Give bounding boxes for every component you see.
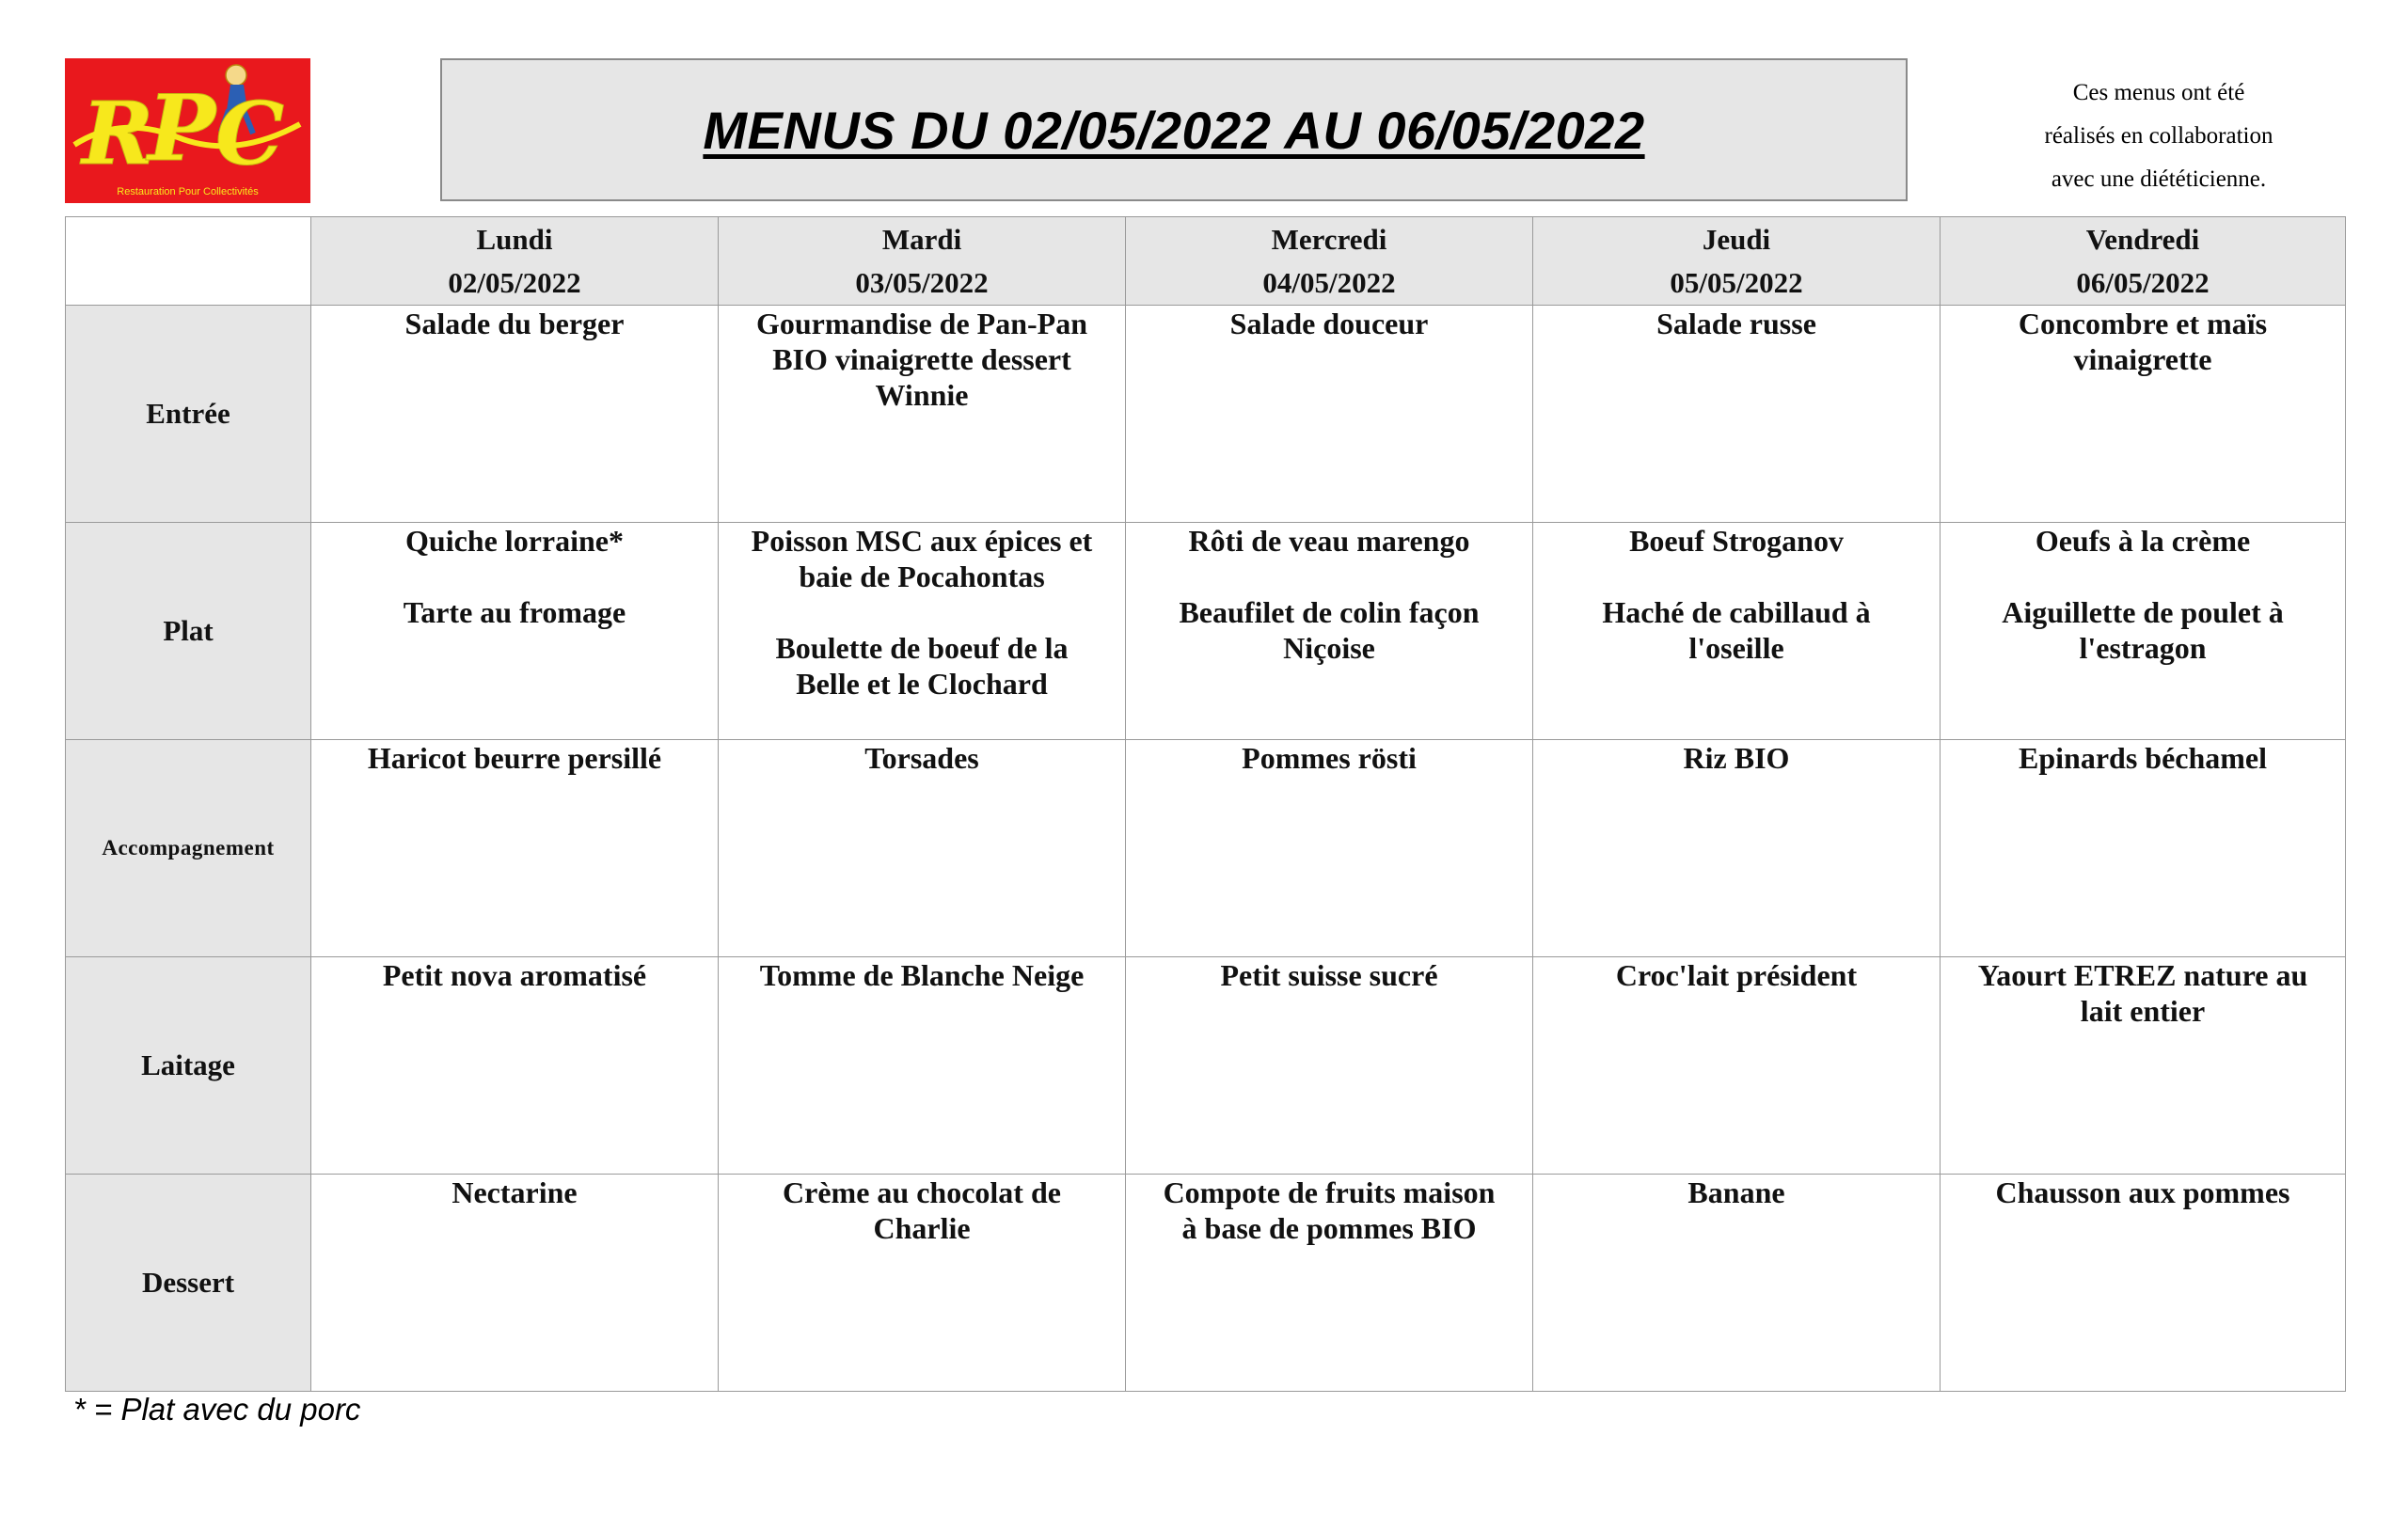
menu-cell [1941,740,2346,957]
day-header-lundi [311,217,719,306]
dish-text: Aiguillette de poulet à [2002,595,2284,629]
footnote: * = Plat avec du porc [73,1392,361,1427]
dish-text: Tarte au fromage [403,595,626,629]
menu-cell [311,523,719,740]
logo-tagline: Restauration Pour Collectivités [117,186,259,197]
day-header-vendredi [1941,217,2346,306]
table-row [66,306,2346,523]
menu-cell [1126,306,1533,523]
menu-cell [719,306,1126,523]
table-row [66,523,2346,740]
day-date: 05/05/2022 [1670,265,1803,299]
course-label: Entrée [66,306,311,523]
table-row [66,957,2346,1175]
menu-cell [1941,957,2346,1175]
menu-cell [719,523,1126,740]
dish-text: Epinards béchamel [2018,741,2268,775]
day-date: 03/05/2022 [855,265,989,299]
day-header-jeudi [1533,217,1941,306]
svg-text:R: R [82,83,154,184]
dish-text: Salade douceur [1229,307,1429,340]
menu-cell [1126,1175,1533,1392]
menu-cell [1533,1175,1941,1392]
menu-cell [311,957,719,1175]
title-box [440,58,1908,201]
course-label: Laitage [66,957,311,1175]
dish-text: Pommes rösti [1242,741,1417,775]
dish-text: baie de Pocahontas [799,560,1045,593]
dish-text: Croc'lait président [1615,958,1858,992]
dish-text: Oeufs à la crème [2035,524,2251,558]
dish-text: Gourmandise de Pan-Pan [755,307,1088,340]
dish-text: Nectarine [452,1175,578,1209]
menu-cell [311,1175,719,1392]
menu-cell [719,740,1126,957]
dish-text: Winnie [875,378,969,412]
line-gap [1941,559,2345,594]
dish-text: Petit nova aromatisé [382,958,647,992]
dish-text: Salade du berger [404,307,625,340]
day-date: 04/05/2022 [1262,265,1396,299]
day-name: Mercredi [1271,222,1387,256]
dish-text: Rôti de veau marengo [1188,524,1470,558]
dish-text: Salade russe [1656,307,1816,340]
dish-text: Riz BIO [1683,741,1790,775]
menu-cell [1533,306,1941,523]
menu-cell [1533,957,1941,1175]
menu-cell [1941,306,2346,523]
rpc-logo-graphic [65,58,310,203]
line-gap [719,594,1125,630]
svg-text:P: P [148,75,216,181]
rpc-logo [65,58,310,203]
dish-text: Boeuf Stroganov [1629,524,1844,558]
menu-cell [1126,523,1533,740]
dish-text: Compote de fruits maison [1163,1175,1496,1209]
dish-text: Banane [1687,1175,1785,1209]
line-gap [1533,559,1940,594]
day-header-mardi [719,217,1126,306]
dish-text: à base de pommes BIO [1181,1211,1477,1245]
menu-cell [1941,523,2346,740]
dish-text: Beaufilet de colin façon [1179,595,1480,629]
note-line: avec une diététicienne. [2051,166,2267,192]
day-date: 02/05/2022 [448,265,581,299]
dish-text: BIO vinaigrette dessert [772,342,1071,376]
dish-text: l'oseille [1688,631,1784,665]
dish-text: Haricot beurre persillé [367,741,662,775]
day-date: 06/05/2022 [2076,265,2210,299]
course-label: Plat [66,523,311,740]
day-name: Vendredi [2085,222,2200,256]
day-header-row [66,217,2346,306]
menu-cell [311,740,719,957]
menu-cell [1941,1175,2346,1392]
dish-text: Poisson MSC aux épices et [751,524,1093,558]
dish-text: Crème au chocolat de [783,1175,1061,1209]
dish-text: Yaourt ETREZ nature au [1977,958,2308,992]
day-header-mercredi [1126,217,1533,306]
line-gap [311,559,718,594]
svg-text:C: C [215,83,285,184]
dish-text: Petit suisse sucré [1220,958,1438,992]
day-name: Mardi [881,222,962,256]
dish-text: Charlie [873,1211,971,1245]
table-row [66,1175,2346,1392]
menu-cell [1126,740,1533,957]
dish-text: Niçoise [1283,631,1375,665]
note-line: Ces menus ont été [2072,80,2245,105]
dish-text: vinaigrette [2073,342,2212,376]
table-corner [66,217,311,306]
day-name: Jeudi [1702,222,1771,256]
course-label: Dessert [66,1175,311,1392]
dish-text: lait entier [2080,994,2206,1028]
menu-cell [1533,740,1941,957]
menu-cell [719,1175,1126,1392]
menu-cell [719,957,1126,1175]
dish-text: Quiche lorraine* [405,524,624,558]
table-row [66,740,2346,957]
dish-text: Belle et le Clochard [796,667,1048,701]
dish-text: l'estragon [2079,631,2207,665]
menu-cell [311,306,719,523]
line-gap [1126,559,1532,594]
menu-table [65,216,2346,1392]
dish-text: Concombre et maïs [2018,307,2268,340]
day-name: Lundi [476,222,553,256]
dish-text: Torsades [864,741,979,775]
dish-text: Tomme de Blanche Neige [759,958,1085,992]
menu-cell [1533,523,1941,740]
course-label: Accompagnement [66,740,311,957]
dish-text: Haché de cabillaud à [1602,595,1871,629]
note-line: réalisés en collaboration [2044,123,2273,149]
dish-text: Boulette de boeuf de la [775,631,1069,665]
dietitian-note [1971,71,2347,201]
menu-cell [1126,957,1533,1175]
dish-text: Chausson aux pommes [1995,1175,2290,1209]
page-title: MENUS DU 02/05/2022 AU 06/05/2022 [703,100,1645,160]
